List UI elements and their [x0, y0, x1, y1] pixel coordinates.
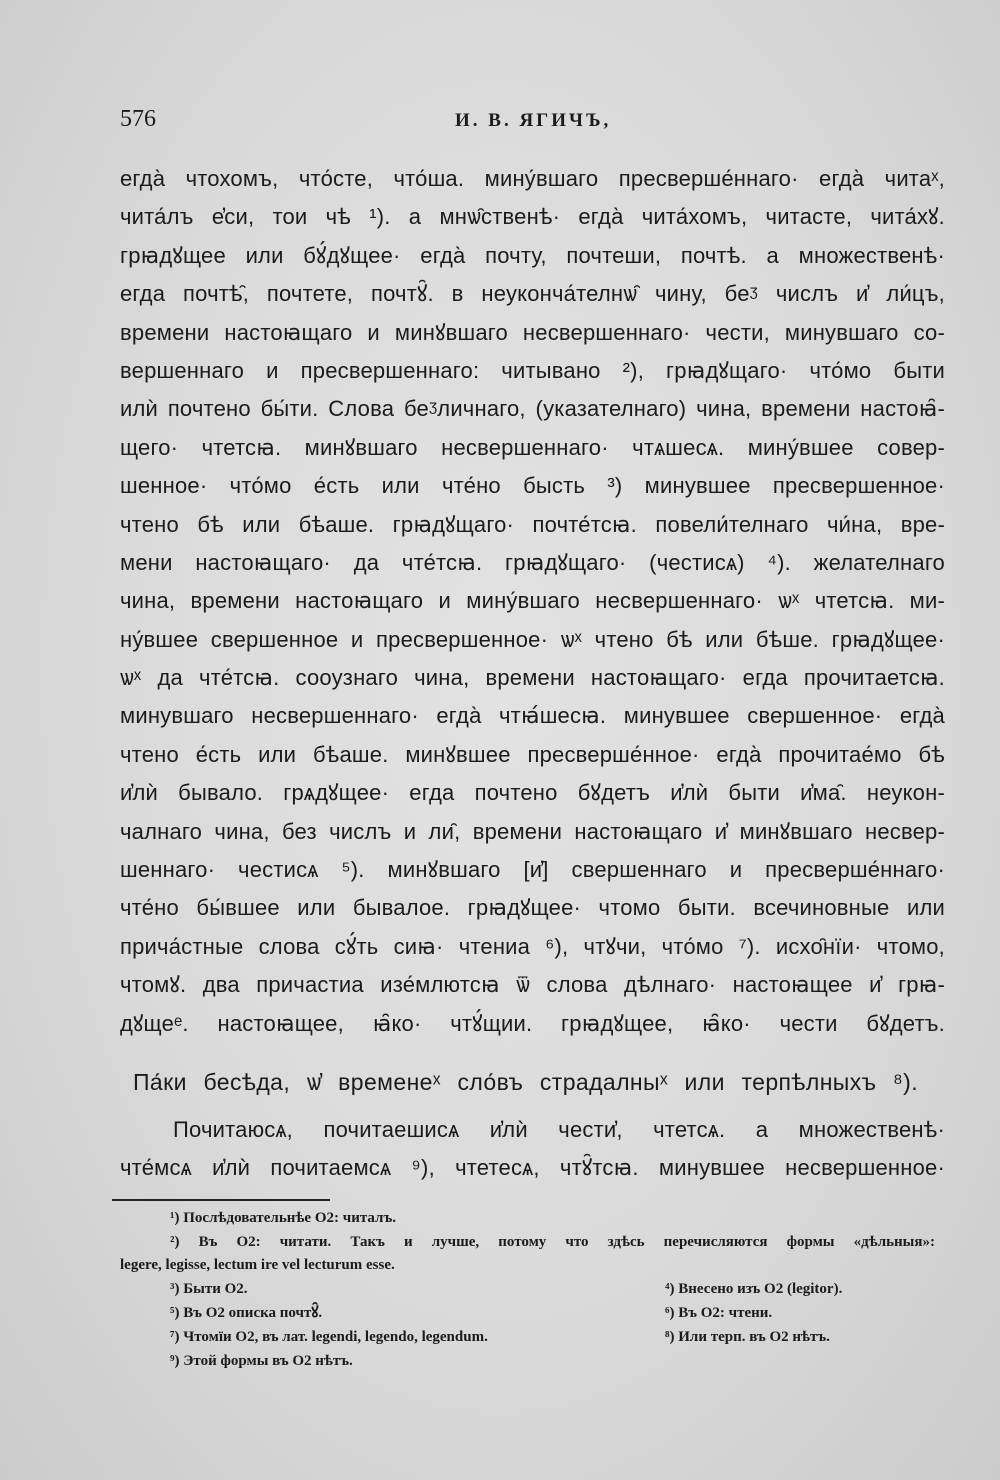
body-line: чтено бѣ или бѣаше. грꙗдꙋщаго· почте́тсꙗ. повели́телнаго чи́на, вре-	[120, 511, 945, 537]
footnote-separator	[112, 1199, 330, 1201]
footnote-5: ⁵) Въ О2 описка почтꙋ̑.	[170, 1305, 323, 1321]
body-line: илѝ почтено бы́ти. Слова беᶾличнаго, (указателнаго) чина, времени настоꙗ̑-	[120, 396, 945, 422]
body-line: чте́но бы́вшее или бывалое. грꙗдꙋщее· чтомо быти. всечиновные или	[120, 895, 945, 921]
body-line: шенное· что́мо е́сть или чте́но бысть ³) минувшее пресвершенное·	[120, 473, 945, 499]
page-number: 576	[120, 106, 156, 132]
footnote-6: ⁶) Въ О2: чтени.	[665, 1305, 773, 1321]
section-heading: Па́ки бесѣда, ѡ̓ временеˣ сло́въ страдалныˣ или терпѣлныхъ ⁸).	[133, 1069, 918, 1095]
body-line: чина, времени настоꙗщаго и мину́вшаго несвершеннаго· ѡˣ чтетсꙗ. ми-	[120, 588, 945, 614]
body-line: чтено е́сть или бѣаше. минꙋвшее пресверше́нное· егда̀ прочитае́мо бѣ	[120, 741, 945, 767]
body-line: времени настоꙗщаго и минꙋвшаго несвершеннаго· чести, минувшаго со-	[120, 319, 945, 345]
paragraph-line: Почитаюсѧ, почитаешисѧ и̓лѝ чести̓, чтетсѧ. а множественѣ·	[173, 1117, 945, 1142]
body-line: щего· чтетсꙗ. минꙋвшаго несвершеннаго· чтѧшесѧ. мину́вшее совер-	[120, 434, 945, 460]
body-line: грꙗдꙋщее или бꙋ́дꙋщее· егда̀ почту, почтеши, почтѣ. а множественѣ·	[120, 242, 945, 268]
body-line: чита́лъ е̓си, тои чѣ ¹). а мнѡ̑ственѣ· егда̀ чита́хомъ, читасте, чита́хꙋ.	[120, 204, 945, 230]
body-line: и̓лѝ бывало. грѧдꙋщее· егда почтено бꙋдетъ и̓лѝ быти и̓ма̑. неукон-	[120, 780, 945, 806]
body-line: прича́стные слова сꙋ́ть сиꙗ· чтениа ⁶), чтꙋчи, что́мо ⁷). исхо̑нїи· чтомо,	[120, 933, 945, 959]
body-line: чалнаго чина, без числъ и ли̑, времени настоꙗщаго и̓ минꙋвшаго несвер-	[120, 818, 945, 844]
body-line: вершеннаго и пресвершеннаго: читывано ²), грꙗдꙋщаго· что́мо быти	[120, 357, 945, 383]
body-line: ѡˣ да чте́тсꙗ. сооузнаго чина, времени настоꙗщаго· егда прочитаетсꙗ.	[120, 665, 945, 691]
body-line: мени настоꙗщаго· да чте́тсꙗ. грꙗдꙋщаго· (честисѧ) ⁴). желателнаго	[120, 549, 945, 575]
running-title: И. В. ЯГИЧЪ,	[455, 110, 612, 131]
body-text	[120, 160, 945, 1043]
footnote-4: ⁴) Внесено изъ О2 (legitor).	[665, 1281, 843, 1297]
body-line: егда̀ чтохомъ, что́сте, что́ша. мину́вшаго пресверше́ннаго· егда̀ читаˣ,	[120, 166, 945, 191]
paragraph-line: чте́мсѧ и̓лѝ почитаемсѧ ⁹), чтетесѧ, чтꙋ̑тсꙗ. минувшее несвершенное·	[120, 1155, 945, 1180]
footnote-3: ³) Быти О2.	[170, 1281, 248, 1297]
footnote-9: ⁹) Этой формы въ О2 нѣтъ.	[170, 1353, 353, 1369]
body-line: шеннаго· честисѧ ⁵). минꙋвшаго [и̓] свершеннаго и пресверше́ннаго·	[120, 857, 945, 883]
footnote-2: ²) Въ О2: читати. Такъ и лучше, потому что здѣсь перечисляются формы «дѣльныя»:	[170, 1234, 935, 1250]
body-line: ну́вшее свершенное и пресвершенное· ѡˣ чтено бѣ или бѣше. грꙗдꙋщее·	[120, 626, 945, 652]
body-line: чтомꙋ. два причастиа изе́млютсꙗ ѿ слова дѣлнаго· настоꙗщее и̓ грꙗ-	[120, 972, 945, 998]
body-line: егда почтѣ̑, почтете, почтꙋ̑. в неуконча́телнѡ̑ чину, беᶾ числъ и̓ ли́цъ,	[120, 281, 945, 307]
footnote-2-continuation: legere, legisse, lectum ire vel lecturum esse.	[120, 1257, 395, 1273]
body-line: дꙋщеᵉ. настоꙗщее, ꙗ̑ко· чтꙋ́щии. грꙗдꙋщее, ꙗ̑ко· чести бꙋдетъ.	[120, 1010, 945, 1036]
body-line: минувшаго несвершеннаго· егда̀ чтꙗ́шесꙗ. минувшее свершенное· егда̀	[120, 703, 945, 729]
footnote-1: ¹) Послѣдовательнѣе О2: читалъ.	[170, 1210, 396, 1226]
footnote-8: ⁸) Или терп. въ О2 нѣтъ.	[665, 1329, 830, 1345]
footnote-7: ⁷) Чтомїи О2, въ лат. legendi, legendo, legendum.	[170, 1329, 488, 1345]
